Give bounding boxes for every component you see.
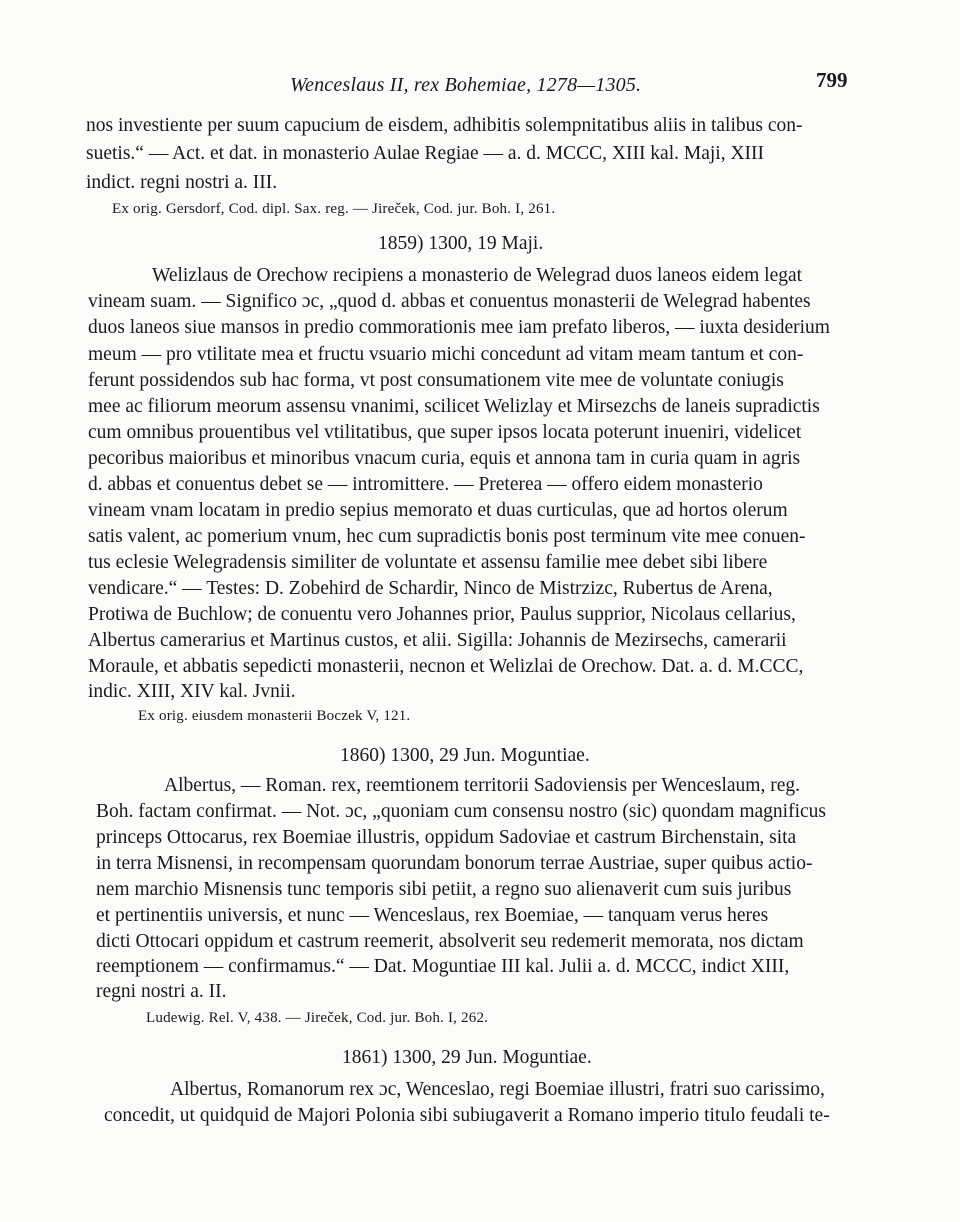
running-title: Wenceslaus II, rex Bohemiae, 1278—1305.: [290, 74, 642, 96]
text-line: concedit, ut quidquid de Majori Polonia sibi subiugaverit a Romano imperio titulo feudali te-: [104, 1105, 830, 1126]
text-line: vendicare.“ — Testes: D. Zobehird de Schardir, Ninco de Mistrzizc, Rubertus de Arena,: [88, 578, 773, 599]
page-header: [0, 68, 960, 108]
text-line: suetis.“ — Act. et dat. in monasterio Aulae Regiae — a. d. MCCC, XIII kal. Maji, XIII: [86, 143, 765, 164]
text-line: indict. regni nostri a. III.: [86, 172, 278, 193]
text-line: d. abbas et conuentus debet se — intromittere. — Preterea — offero eidem monasterio: [88, 474, 763, 495]
text-line: vineam suam. — Significo ɔc, „quod d. abbas et conuentus monasterii de Welegrad habentes: [88, 291, 811, 312]
source-note: Ex orig. eiusdem monasterii Boczek V, 121.: [138, 708, 411, 724]
page-number: 799: [816, 68, 848, 92]
text-line: ferunt possidendos sub hac forma, vt post consumationem vite mee de voluntate coniugis: [88, 370, 784, 391]
text-line: Albertus, — Roman. rex, reemtionem territorii Sadoviensis per Wenceslaum, reg.: [164, 775, 800, 796]
entry-heading: 1860) 1300, 29 Jun. Moguntiae.: [340, 745, 590, 766]
entry-heading: 1859) 1300, 19 Maji.: [378, 233, 544, 254]
text-line: nem marchio Misnensis tunc temporis sibi petiit, a regno suo alienaverit cum suis juribus: [96, 879, 792, 900]
text-line: Welizlaus de Orechow recipiens a monasterio de Welegrad duos laneos eidem legat: [152, 265, 803, 286]
source-note: Ludewig. Rel. V, 438. — Jireček, Cod. jur. Boh. I, 262.: [146, 1010, 489, 1026]
text-line: duos laneos siue mansos in predio commorationis mee iam prefato liberos, — iuxta desiderium: [88, 317, 830, 338]
text-line: princeps Ottocarus, rex Boemiae illustris, oppidum Sadoviae et castrum Birchenstain, sita: [96, 827, 797, 848]
text-line: satis valent, ac pomerium vnum, hec cum supradictis bonis post terminum vite mee conuen-: [88, 526, 806, 547]
text-line: nos investiente per suum capucium de eisdem, adhibitis solempnitatibus aliis in talibus con-: [86, 115, 803, 136]
text-line: et pertinentiis universis, et nunc — Wenceslaus, rex Boemiae, — tanquam verus heres: [96, 905, 769, 926]
text-line: Moraule, et abbatis sepedicti monasterii, necnon et Welizlai de Orechow. Dat. a. d. M.CCC,: [88, 656, 804, 677]
text-line: Albertus camerarius et Martinus custos, et alii. Sigilla: Johannis de Mezirsechs, camerarii: [88, 630, 787, 651]
entry-heading: 1861) 1300, 29 Jun. Moguntiae.: [342, 1047, 592, 1068]
text-line: mee ac filiorum meorum assensu vnanimi, scilicet Welizlay et Mirsezchs de laneis supradictis: [88, 396, 820, 417]
text-line: cum omnibus prouentibus vel vtilitatibus, que super ipsos locata poterunt inueniri, videlicet: [88, 422, 802, 443]
text-line: vineam vnam locatam in predio sepius memorato et duas curticulas, que ad hortos olerum: [88, 500, 788, 521]
text-line: dicti Ottocari oppidum et castrum reemerit, absolverit seu redemerit memorata, nos dictam: [96, 931, 804, 952]
text-line: Boh. factam confirmat. — Not. ɔc, „quoniam cum consensu nostro (sic) quondam magnificus: [96, 801, 826, 822]
text-line: Albertus, Romanorum rex ɔc, Wenceslao, regi Boemiae illustri, fratri suo carissimo,: [170, 1079, 825, 1100]
source-note: Ex orig. Gersdorf, Cod. dipl. Sax. reg. — Jireček, Cod. jur. Boh. I, 261.: [112, 201, 556, 217]
text-line: tus eclesie Welegradensis similiter de voluntate et assensu familie mee debet sibi libere: [88, 552, 768, 573]
text-line: Protiwa de Buchlow; de conuentu vero Johannes prior, Paulus supprior, Nicolaus cellarius,: [88, 604, 796, 625]
text-line: indic. XIII, XIV kal. Jvnii.: [88, 681, 296, 702]
text-line: regni nostri a. II.: [96, 981, 227, 1002]
text-line: pecoribus maioribus et minoribus vnacum curia, equis et annona tam in curia quam in agris: [88, 448, 801, 469]
text-line: meum — pro vtilitate mea et fructu vsuario michi concedunt ad vitam meam tantum et con-: [88, 344, 804, 365]
text-line: in terra Misnensi, in recompensam quorundam bonorum terrae Austriae, super quibus actio-: [96, 853, 813, 874]
text-line: reemptionem — confirmamus.“ — Dat. Moguntiae III kal. Julii a. d. MCCC, indict XIII,: [96, 956, 790, 977]
